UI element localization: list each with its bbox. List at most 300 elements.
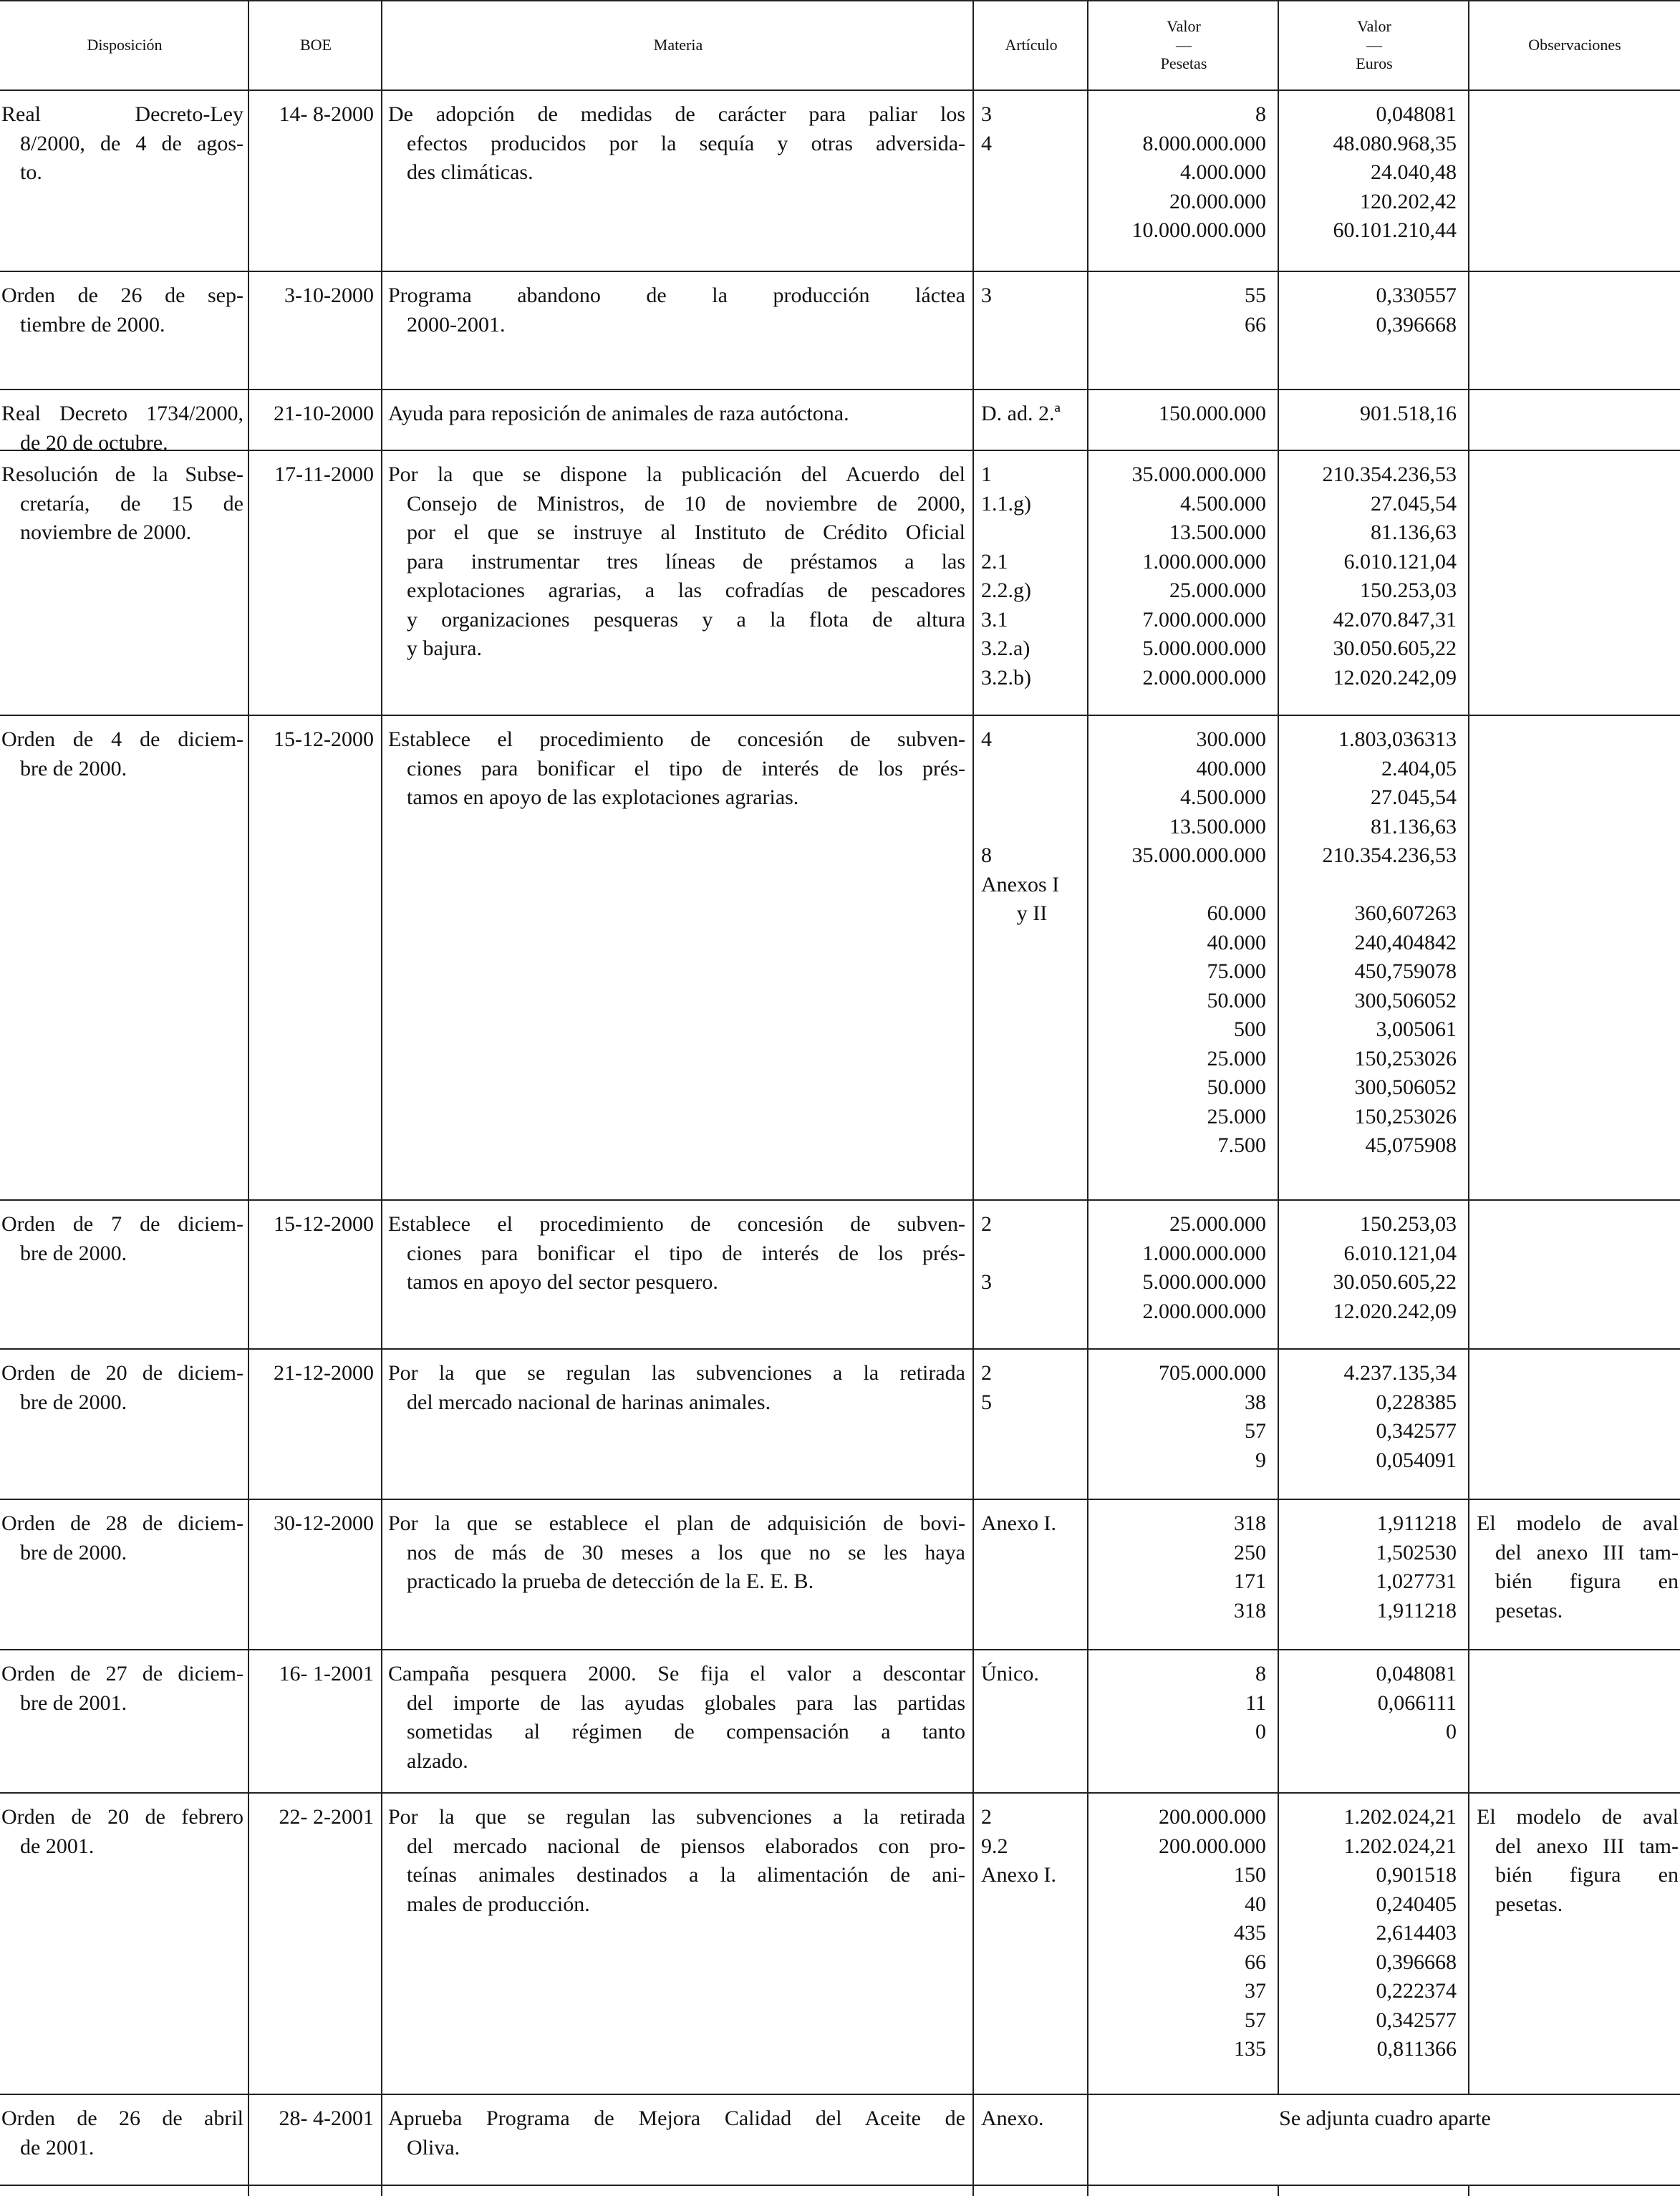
pesetas-value-cell-line: 4.500.000 bbox=[1180, 785, 1266, 809]
materia-cell-line: y organizaciones pesqueras y a la flota de altura bbox=[407, 607, 965, 632]
disposicion-cell-line: Real Decreto-Ley bbox=[1, 102, 243, 126]
pesetas-value-cell-line: 8 bbox=[1255, 1662, 1266, 1685]
euros-value-cell-line: 0,240405 bbox=[1376, 1892, 1457, 1916]
pesetas-value-cell-line: 300.000 bbox=[1196, 727, 1266, 751]
disposicion-cell-line: Orden de 20 de diciem- bbox=[1, 1361, 243, 1385]
materia-cell-line: explotaciones agrarias, a las cofradías de pescadores bbox=[407, 579, 965, 602]
disposicion-cell-line: to. bbox=[20, 160, 42, 184]
euros-value-cell-line: 1,911218 bbox=[1376, 1511, 1457, 1535]
articulo-cell-line bbox=[981, 813, 1083, 842]
articulo-cell-line: 1 bbox=[981, 463, 992, 486]
materia-cell-line: nos de más de 30 meses a los que no se les haya bbox=[407, 1540, 965, 1564]
articulo-cell bbox=[981, 725, 1083, 929]
euros-value-cell-line: 0,342577 bbox=[1376, 2008, 1457, 2032]
header-pesetas-line: Pesetas bbox=[1160, 54, 1207, 72]
disposicion-cell bbox=[1, 100, 243, 188]
euros-value-cell-line: 27.045,54 bbox=[1371, 785, 1457, 809]
euros-value-cell-line: 0,396668 bbox=[1376, 312, 1457, 337]
euros-value-cell-line: 210.354.236,53 bbox=[1322, 463, 1457, 486]
euros-value-cell-line: 30.050.605,22 bbox=[1333, 1270, 1457, 1294]
disposicion-cell-line: tiembre de 2000. bbox=[20, 312, 165, 337]
articulo-cell-line: 2 bbox=[981, 1212, 992, 1236]
disposicion-cell-line: Real Decreto 1734/2000, bbox=[1, 402, 243, 425]
euros-value-cell bbox=[1280, 1660, 1457, 1747]
pesetas-value-cell-line: 10.000.000.000 bbox=[1131, 218, 1266, 242]
pesetas-value-cell-line: 4.500.000 bbox=[1180, 491, 1266, 516]
boe-date-cell bbox=[249, 725, 374, 755]
euros-value-cell-line: 1,502530 bbox=[1376, 1540, 1457, 1564]
pesetas-value-cell-line bbox=[1090, 871, 1266, 900]
boe-date-cell bbox=[249, 100, 374, 130]
boe-date-cell bbox=[249, 1210, 374, 1239]
pesetas-value-cell-line: 500 bbox=[1234, 1017, 1266, 1041]
pesetas-value-cell bbox=[1090, 281, 1266, 339]
pesetas-value-cell-line: 35.000.000.000 bbox=[1131, 843, 1266, 867]
articulo-cell bbox=[981, 1509, 1083, 1539]
materia-cell-line: practicado la prueba de detección de la E. E. B. bbox=[407, 1569, 814, 1593]
pesetas-value-cell-line: 60.000 bbox=[1207, 901, 1266, 925]
header-articulo: Artículo bbox=[1005, 36, 1058, 54]
header-boe: BOE bbox=[300, 36, 332, 54]
articulo-cell bbox=[981, 460, 1083, 692]
disposicion-cell bbox=[1, 1210, 243, 1268]
pesetas-value-cell-line: 55 bbox=[1245, 284, 1266, 307]
materia-cell-line: Establece el procedimiento de concesión de subven- bbox=[388, 727, 965, 751]
articulo-cell-line: 3 bbox=[981, 1270, 992, 1294]
euros-value-cell-line: 3,005061 bbox=[1376, 1017, 1457, 1041]
materia-cell-line: Por la que se establece el plan de adquisición de bovi- bbox=[388, 1511, 965, 1535]
articulo-cell bbox=[981, 1660, 1083, 1689]
euros-value-cell-line: 81.136,63 bbox=[1371, 814, 1457, 838]
pesetas-value-cell-line: 7.000.000.000 bbox=[1142, 607, 1266, 632]
boe-date-cell bbox=[249, 1803, 374, 1832]
euros-value-cell-line: 12.020.242,09 bbox=[1333, 1299, 1457, 1323]
euros-value-cell bbox=[1280, 1210, 1457, 1326]
pesetas-value-cell-line: 25.000.000 bbox=[1169, 579, 1266, 602]
articulo-cell-line: 4 bbox=[981, 131, 992, 155]
rule-column bbox=[1087, 0, 1088, 2196]
euros-value-cell-line: 0,901518 bbox=[1376, 1863, 1457, 1887]
pesetas-value-cell bbox=[1090, 1509, 1266, 1625]
observaciones-cell-line: pesetas. bbox=[1495, 1892, 1563, 1916]
articulo-cell bbox=[981, 400, 1083, 429]
disposicion-cell-line: bre de 2000. bbox=[20, 756, 127, 780]
euros-value-cell bbox=[1280, 1803, 1457, 2064]
euros-value-cell-line bbox=[1280, 871, 1457, 900]
pesetas-value-cell-line: 171 bbox=[1234, 1569, 1266, 1593]
rule-column bbox=[972, 0, 974, 2196]
articulo-cell-line: 3.1 bbox=[981, 607, 1008, 632]
pesetas-value-cell-line: 13.500.000 bbox=[1169, 521, 1266, 544]
materia-cell bbox=[388, 1803, 965, 1919]
euros-value-cell-line: 42.070.847,31 bbox=[1333, 607, 1457, 632]
header-euros-line: Valor bbox=[1357, 17, 1391, 35]
observaciones-cell-line: pesetas. bbox=[1495, 1598, 1563, 1622]
euros-value-cell-line: 240,404842 bbox=[1354, 930, 1457, 954]
disposicion-cell-line: 8/2000, de 4 de agos- bbox=[20, 131, 243, 155]
pesetas-value-cell-line: 11 bbox=[1245, 1690, 1266, 1715]
disposicion-cell-line: Orden de 28 de diciem- bbox=[1, 1511, 243, 1535]
euros-value-cell-line: 0,066111 bbox=[1377, 1690, 1457, 1715]
rule-column bbox=[1278, 2185, 1279, 2196]
articulo-cell-line: D. ad. 2.ª bbox=[981, 402, 1061, 425]
materia-cell bbox=[388, 2104, 965, 2162]
header-euros-line: — bbox=[1366, 36, 1382, 54]
euros-value-cell-line: 300,506052 bbox=[1354, 1075, 1457, 1099]
materia-cell-line: Por la que se dispone la publicación del Acuerdo del bbox=[388, 463, 965, 486]
euros-value-cell-line: 30.050.605,22 bbox=[1333, 637, 1457, 660]
pesetas-value-cell-line: 400.000 bbox=[1196, 756, 1266, 780]
materia-cell-line: Aprueba Programa de Mejora Calidad del Aceite de bbox=[388, 2106, 965, 2130]
articulo-cell bbox=[981, 1803, 1083, 1890]
disposicion-cell-line: bre de 2000. bbox=[20, 1241, 127, 1265]
pesetas-value-cell bbox=[1090, 1359, 1266, 1475]
observaciones-cell-line: del anexo III tam- bbox=[1495, 1540, 1679, 1564]
boe-date-cell bbox=[249, 1509, 374, 1539]
euros-value-cell-line: 450,759078 bbox=[1354, 959, 1457, 983]
pesetas-value-cell-line: 40 bbox=[1245, 1892, 1266, 1916]
disposicion-cell-line: de 2001. bbox=[20, 2135, 95, 2159]
euros-value-cell-line: 6.010.121,04 bbox=[1343, 549, 1457, 574]
euros-value-cell-line: 120.202,42 bbox=[1360, 189, 1457, 213]
pesetas-value-cell-line: 57 bbox=[1245, 1419, 1266, 1443]
header-pesetas-line: — bbox=[1176, 36, 1192, 54]
pesetas-value-cell-line: 66 bbox=[1245, 1950, 1266, 1974]
euros-value-cell bbox=[1280, 460, 1457, 692]
articulo-cell-line: 8 bbox=[981, 843, 992, 867]
boe-date-cell-line: 3-10-2000 bbox=[284, 284, 374, 307]
rule-column bbox=[1468, 0, 1469, 2095]
boe-date-cell-line: 15-12-2000 bbox=[274, 1212, 374, 1236]
materia-cell-line: teínas animales destinados a la alimentación de ani- bbox=[407, 1863, 965, 1887]
articulo-cell-line bbox=[981, 783, 1083, 813]
observaciones-cell bbox=[1477, 1509, 1679, 1625]
pesetas-value-cell-line: 50.000 bbox=[1207, 1075, 1266, 1099]
materia-cell-line: alzado. bbox=[407, 1748, 468, 1773]
disposicion-cell bbox=[1, 2104, 243, 2162]
disposicion-cell bbox=[1, 400, 243, 458]
boe-date-cell bbox=[249, 460, 374, 490]
observaciones-cell-line: El modelo de aval bbox=[1477, 1511, 1679, 1535]
materia-cell-line: sometidas al régimen de compensación a tanto bbox=[407, 1720, 965, 1743]
boe-date-cell-line: 28- 4-2001 bbox=[279, 2106, 374, 2130]
rule-column bbox=[248, 0, 249, 2196]
pesetas-value-cell-line: 4.000.000 bbox=[1180, 160, 1266, 184]
pesetas-value-cell-line: 435 bbox=[1234, 1921, 1266, 1945]
euros-value-cell-line: 0,054091 bbox=[1376, 1448, 1457, 1472]
pesetas-value-cell-line: 25.000 bbox=[1207, 1046, 1266, 1070]
disposicion-cell-line: bre de 2001. bbox=[20, 1690, 127, 1715]
disposicion-cell-line: cretaría, de 15 de bbox=[20, 491, 243, 516]
articulo-cell-line: y II bbox=[1016, 901, 1048, 925]
materia-cell-line: Campaña pesquera 2000. Se fija el valor a descontar bbox=[388, 1662, 965, 1685]
header-disposicion: Disposición bbox=[87, 36, 163, 54]
pesetas-value-cell-line: 0 bbox=[1255, 1720, 1266, 1743]
pesetas-value-cell bbox=[1090, 100, 1266, 246]
disposicion-cell bbox=[1, 725, 243, 783]
euros-value-cell-line: 150,253026 bbox=[1354, 1046, 1457, 1070]
euros-value-cell-line: 0,342577 bbox=[1376, 1419, 1457, 1443]
rule-row-separator bbox=[0, 1348, 1680, 1350]
disposicion-cell-line: Orden de 26 de abril bbox=[1, 2106, 243, 2130]
euros-value-cell bbox=[1280, 400, 1457, 429]
rule-row-separator bbox=[0, 450, 1680, 451]
euros-value-cell bbox=[1280, 281, 1457, 339]
disposicion-cell-line: bre de 2000. bbox=[20, 1390, 127, 1414]
materia-cell-line: ciones para bonificar el tipo de interés de los prés- bbox=[407, 1241, 965, 1265]
articulo-cell bbox=[981, 1359, 1083, 1417]
articulo-cell-line: 4 bbox=[981, 727, 992, 751]
boe-date-cell-line: 21-10-2000 bbox=[274, 402, 374, 425]
articulo-cell bbox=[981, 100, 1083, 158]
euros-value-cell bbox=[1280, 1359, 1457, 1475]
materia-cell bbox=[388, 460, 965, 664]
pesetas-value-cell-line: 1.000.000.000 bbox=[1142, 1241, 1266, 1265]
euros-value-cell-line: 1,027731 bbox=[1376, 1569, 1457, 1593]
pesetas-value-cell bbox=[1090, 460, 1266, 692]
boe-date-cell-line: 22- 2-2001 bbox=[279, 1805, 374, 1829]
boe-date-cell bbox=[249, 281, 374, 311]
euros-value-cell-line: 2,614403 bbox=[1376, 1921, 1457, 1945]
materia-cell-line: tamos en apoyo del sector pesquero. bbox=[407, 1270, 718, 1294]
pesetas-value-cell-line: 20.000.000 bbox=[1169, 189, 1266, 213]
materia-cell-line: del mercado nacional de piensos elaborados con pro- bbox=[407, 1834, 965, 1858]
pesetas-value-cell-line: 8.000.000.000 bbox=[1142, 131, 1266, 155]
articulo-cell-line: 9.2 bbox=[981, 1834, 1008, 1858]
articulo-cell bbox=[981, 281, 1083, 311]
pesetas-value-cell-line: 66 bbox=[1245, 312, 1266, 337]
merged-valor-cell: Se adjunta cuadro aparte bbox=[1279, 2106, 1491, 2130]
rule-row-separator bbox=[0, 1499, 1680, 1500]
disposicion-cell-line: Orden de 20 de febrero bbox=[1, 1805, 243, 1829]
pesetas-value-cell-line: 5.000.000.000 bbox=[1142, 637, 1266, 660]
header-materia: Materia bbox=[653, 36, 703, 54]
materia-cell-line: Por la que se regulan las subvenciones a la retirada bbox=[388, 1361, 965, 1385]
materia-cell-line: tamos en apoyo de las explotaciones agrarias. bbox=[407, 785, 799, 809]
header-euros-line: Euros bbox=[1356, 54, 1393, 72]
observaciones-cell-line: bién figura en bbox=[1495, 1863, 1679, 1887]
rule-column bbox=[1468, 2185, 1469, 2196]
pesetas-value-cell-line: 7.500 bbox=[1217, 1133, 1266, 1157]
euros-value-cell-line: 300,506052 bbox=[1354, 988, 1457, 1012]
articulo-cell-line bbox=[981, 755, 1083, 784]
rule-top bbox=[0, 0, 1680, 1]
euros-value-cell-line: 48.080.968,35 bbox=[1333, 131, 1457, 155]
boe-date-cell bbox=[249, 2104, 374, 2134]
rule-row-separator bbox=[0, 271, 1680, 272]
pesetas-value-cell-line: 40.000 bbox=[1207, 930, 1266, 954]
disposicion-cell bbox=[1, 1803, 243, 1861]
header-pesetas-line: Valor bbox=[1167, 17, 1201, 35]
articulo-cell-line bbox=[981, 1239, 1083, 1269]
materia-cell bbox=[388, 725, 965, 813]
disposicion-cell-line: de 2001. bbox=[20, 1834, 95, 1858]
materia-cell-line: del importe de las ayudas globales para las partidas bbox=[407, 1690, 965, 1715]
pesetas-value-cell bbox=[1090, 725, 1266, 1161]
disposicion-cell bbox=[1, 1359, 243, 1417]
pesetas-value-cell-line: 2.000.000.000 bbox=[1142, 665, 1266, 690]
observaciones-cell-line: El modelo de aval bbox=[1477, 1805, 1679, 1829]
rule-row-separator bbox=[0, 1649, 1680, 1650]
articulo-cell-line: Anexo. bbox=[981, 2106, 1044, 2130]
euros-value-cell-line: 0,048081 bbox=[1376, 1662, 1457, 1685]
euros-value-cell-line: 0,330557 bbox=[1376, 284, 1457, 307]
materia-cell bbox=[388, 1509, 965, 1597]
euros-value-cell-line: 150,253026 bbox=[1354, 1104, 1457, 1128]
disposicion-cell bbox=[1, 281, 243, 339]
pesetas-value-cell-line: 150.000.000 bbox=[1159, 402, 1266, 425]
rule-row-separator bbox=[0, 1792, 1680, 1794]
pesetas-value-cell-line: 2.000.000.000 bbox=[1142, 1299, 1266, 1323]
pesetas-value-cell-line: 25.000.000 bbox=[1169, 1212, 1266, 1236]
articulo-cell-line: 3 bbox=[981, 102, 992, 126]
articulo-cell-line bbox=[981, 518, 1083, 548]
euros-value-cell-line: 360,607263 bbox=[1354, 901, 1457, 925]
materia-cell-line: y bajura. bbox=[407, 637, 482, 660]
pesetas-value-cell bbox=[1090, 1803, 1266, 2064]
boe-date-cell-line: 14- 8-2000 bbox=[279, 102, 374, 126]
euros-value-cell-line: 4.237.135,34 bbox=[1343, 1361, 1457, 1385]
euros-value-cell-line: 1.803,036313 bbox=[1338, 727, 1457, 751]
boe-date-cell-line: 16- 1-2001 bbox=[279, 1662, 374, 1685]
boe-date-cell bbox=[249, 400, 374, 429]
materia-cell-line: efectos producidos por la sequía y otras adversida- bbox=[407, 131, 965, 155]
materia-cell-line: por el que se instruye al Instituto de Crédito Oficial bbox=[407, 521, 965, 544]
pesetas-value-cell-line: 705.000.000 bbox=[1159, 1361, 1266, 1385]
boe-date-cell-line: 21-12-2000 bbox=[274, 1361, 374, 1385]
articulo-cell-line: 2.2.g) bbox=[981, 579, 1031, 602]
pesetas-value-cell-line: 1.000.000.000 bbox=[1142, 549, 1266, 574]
rule-column bbox=[381, 0, 382, 2196]
boe-date-cell bbox=[249, 1660, 374, 1689]
euros-value-cell-line: 210.354.236,53 bbox=[1322, 843, 1457, 867]
boe-date-cell-line: 15-12-2000 bbox=[274, 727, 374, 751]
materia-cell-line: Consejo de Ministros, de 10 de noviembre de 2000, bbox=[407, 491, 965, 516]
pesetas-value-cell bbox=[1090, 1210, 1266, 1326]
euros-value-cell-line: 150.253,03 bbox=[1360, 579, 1457, 602]
pesetas-value-cell bbox=[1090, 400, 1266, 429]
disposicion-cell-line: Orden de 4 de diciem- bbox=[1, 727, 243, 751]
disposicion-cell-line: de 20 de octubre. bbox=[20, 430, 168, 455]
pesetas-value-cell-line: 50.000 bbox=[1207, 988, 1266, 1012]
pesetas-value-cell-line: 35.000.000.000 bbox=[1131, 463, 1266, 486]
euros-value-cell bbox=[1280, 725, 1457, 1161]
pesetas-value-cell-line: 200.000.000 bbox=[1159, 1834, 1266, 1858]
pesetas-value-cell-line: 5.000.000.000 bbox=[1142, 1270, 1266, 1294]
pesetas-value-cell-line: 200.000.000 bbox=[1159, 1805, 1266, 1829]
articulo-cell-line: 3.2.b) bbox=[981, 665, 1031, 690]
pesetas-value-cell-line: 25.000 bbox=[1207, 1104, 1266, 1128]
materia-cell bbox=[388, 281, 965, 339]
materia-cell-line: del mercado nacional de harinas animales. bbox=[407, 1390, 771, 1414]
materia-cell-line: Ayuda para reposición de animales de raza autóctona. bbox=[388, 402, 849, 425]
euros-value-cell-line: 1.202.024,21 bbox=[1343, 1834, 1457, 1858]
rule-column bbox=[1278, 0, 1279, 2095]
materia-cell-line: des climáticas. bbox=[407, 160, 534, 184]
rule-row-separator bbox=[0, 2094, 1680, 2095]
disposicion-cell-line: noviembre de 2000. bbox=[20, 521, 192, 544]
materia-cell bbox=[388, 1660, 965, 1776]
pesetas-value-cell-line: 318 bbox=[1234, 1598, 1266, 1622]
materia-cell-line: 2000-2001. bbox=[407, 312, 506, 337]
disposicion-cell-line: Resolución de la Subse- bbox=[1, 463, 243, 486]
pesetas-value-cell-line: 38 bbox=[1245, 1390, 1266, 1414]
pesetas-value-cell-line: 13.500.000 bbox=[1169, 814, 1266, 838]
articulo-cell-line: Único. bbox=[981, 1662, 1039, 1685]
rule-header-bottom bbox=[0, 90, 1680, 91]
materia-cell bbox=[388, 1210, 965, 1297]
rule-row-separator bbox=[0, 1199, 1680, 1201]
euros-value-cell bbox=[1280, 100, 1457, 246]
materia-cell bbox=[388, 100, 965, 188]
observaciones-cell-line: bién figura en bbox=[1495, 1569, 1679, 1593]
disposicion-cell-line: Orden de 27 de diciem- bbox=[1, 1662, 243, 1685]
boe-date-cell bbox=[249, 1359, 374, 1388]
articulo-cell-line: Anexos I bbox=[981, 872, 1060, 896]
articulo-cell-line: Anexo I. bbox=[981, 1511, 1056, 1535]
pesetas-value-cell-line: 135 bbox=[1234, 2037, 1266, 2061]
euros-value-cell-line: 45,075908 bbox=[1365, 1133, 1457, 1157]
disposicion-cell bbox=[1, 1660, 243, 1718]
header-valor-euros bbox=[1279, 0, 1469, 90]
pesetas-value-cell bbox=[1090, 1660, 1266, 1747]
rule-row-separator bbox=[0, 2185, 1680, 2186]
boe-date-cell-line: 17-11-2000 bbox=[274, 463, 374, 486]
articulo-cell bbox=[981, 2104, 1083, 2134]
euros-value-cell-line: 0,222374 bbox=[1376, 1979, 1457, 2003]
disposicion-cell-line: bre de 2000. bbox=[20, 1540, 127, 1564]
materia-cell-line: De adopción de medidas de carácter para paliar los bbox=[388, 102, 965, 126]
euros-value-cell-line: 0,228385 bbox=[1376, 1390, 1457, 1414]
euros-value-cell-line: 12.020.242,09 bbox=[1333, 665, 1457, 690]
materia-cell-line: males de producción. bbox=[407, 1892, 590, 1916]
articulo-cell-line: 2 bbox=[981, 1805, 992, 1829]
euros-value-cell-line: 6.010.121,04 bbox=[1343, 1241, 1457, 1265]
rule-row-separator bbox=[0, 715, 1680, 716]
pesetas-value-cell-line: 37 bbox=[1245, 1979, 1266, 2003]
disposicion-cell-line: Orden de 7 de diciem- bbox=[1, 1212, 243, 1236]
observaciones-cell bbox=[1477, 1803, 1679, 1919]
pesetas-value-cell-line: 9 bbox=[1255, 1448, 1266, 1472]
euros-value-cell-line: 0 bbox=[1446, 1720, 1457, 1743]
euros-value-cell-line: 27.045,54 bbox=[1371, 491, 1457, 516]
articulo-cell-line: 2.1 bbox=[981, 549, 1008, 574]
materia-cell-line: para instrumentar tres líneas de préstamos a las bbox=[407, 549, 965, 574]
header-valor-pesetas bbox=[1088, 0, 1279, 90]
euros-value-cell-line: 1.202.024,21 bbox=[1343, 1805, 1457, 1829]
euros-value-cell-line: 150.253,03 bbox=[1360, 1212, 1457, 1236]
euros-value-cell-line: 60.101.210,44 bbox=[1333, 218, 1457, 242]
pesetas-value-cell-line: 8 bbox=[1255, 102, 1266, 126]
euros-value-cell-line: 901.518,16 bbox=[1360, 402, 1457, 425]
rule-row-separator bbox=[0, 389, 1680, 390]
boe-date-cell-line: 30-12-2000 bbox=[274, 1511, 374, 1535]
materia-cell bbox=[388, 1359, 965, 1417]
euros-value-cell bbox=[1280, 1509, 1457, 1625]
articulo-cell-line: 2 bbox=[981, 1361, 992, 1385]
articulo-cell-line: 3.2.a) bbox=[981, 637, 1030, 660]
materia-cell-line: Programa abandono de la producción láctea bbox=[388, 284, 965, 307]
euros-value-cell-line: 0,048081 bbox=[1376, 102, 1457, 126]
articulo-cell-line: 5 bbox=[981, 1390, 992, 1414]
materia-cell-line: Establece el procedimiento de concesión de subven- bbox=[388, 1212, 965, 1236]
materia-cell bbox=[388, 400, 965, 429]
articulo-cell-line: 3 bbox=[981, 284, 992, 307]
articulo-cell-line: Anexo I. bbox=[981, 1863, 1056, 1887]
pesetas-value-cell-line: 75.000 bbox=[1207, 959, 1266, 983]
articulo-cell-line: 1.1.g) bbox=[981, 491, 1031, 516]
observaciones-cell-line: del anexo III tam- bbox=[1495, 1834, 1679, 1858]
